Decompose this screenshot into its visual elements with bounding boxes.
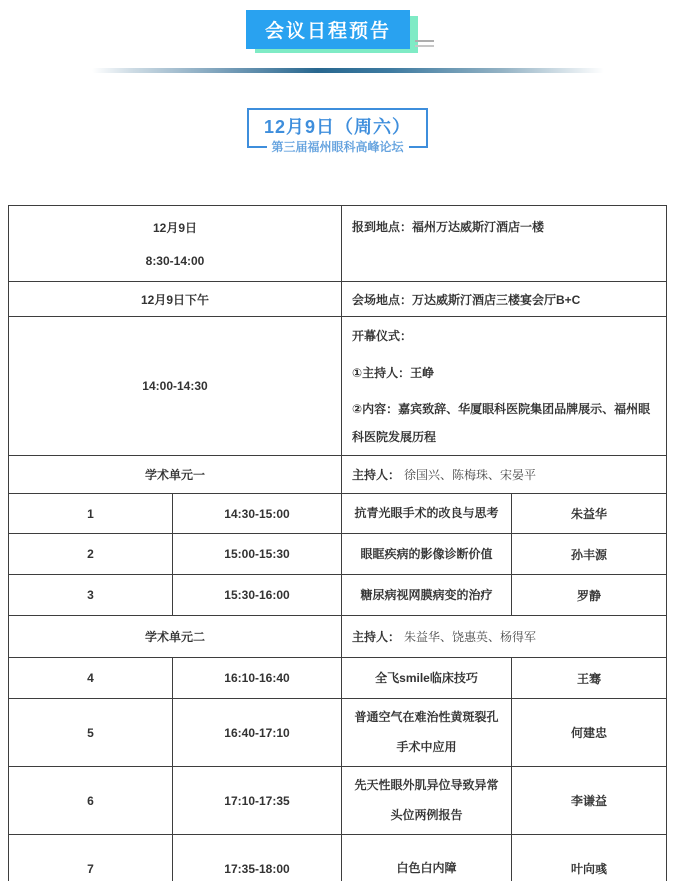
opening-detail-cell [342,317,667,456]
unit1-hosts-cell [342,456,667,494]
talk-time-cell: 15:00-15:30 [173,534,342,575]
unit2-hosts-label: 主持人： [352,630,401,645]
talk-speaker-cell: 孙丰源 [512,534,667,575]
talk-number-cell: 1 [9,494,173,534]
talk-time-cell: 17:10-17:35 [173,767,342,835]
opening-ceremony-row [9,317,667,456]
decoration-bar [415,40,434,42]
talk-row [9,834,667,881]
talk-number-cell: 2 [9,534,173,575]
talk-topic-cell: 白色白内障 [342,834,512,881]
unit1-hosts-names: 徐国兴、陈梅珠、宋晏平 [404,468,537,483]
talk-time-cell: 15:30-16:00 [173,575,342,616]
talk-topic-cell: 先天性眼外肌异位导致异常头位两例报告 [342,767,512,835]
unit1-hosts-label: 主持人： [352,468,401,483]
registration-row [9,206,667,282]
talk-time-cell: 17:35-18:00 [173,834,342,881]
talk-time-cell: 16:40-17:10 [173,699,342,767]
unit1-header-row [9,456,667,494]
unit2-hosts-names: 朱益华、饶惠英、杨得军 [404,630,537,645]
double-line-decoration [415,40,434,50]
talk-speaker-cell: 何建忠 [512,699,667,767]
registration-date: 12月9日 [152,221,198,235]
talk-row [9,658,667,699]
talk-topic-cell: 糖尿病视网膜病变的治疗 [342,575,512,616]
opening-time-cell: 14:00-14:30 [9,317,342,456]
venue-time-cell: 12月9日下午 [9,282,342,317]
talk-time-cell: 16:10-16:40 [173,658,342,699]
talk-row [9,699,667,767]
unit2-header-row [9,616,667,658]
forum-subtitle: 第三届福州眼科高峰论坛 [266,138,408,155]
unit2-title-cell: 学术单元二 [9,616,342,658]
talk-row [9,534,667,575]
talk-speaker-cell: 李谦益 [512,767,667,835]
gradient-divider [92,68,604,73]
talk-topic-cell: 抗青光眼手术的改良与思考 [342,494,512,534]
page-title-banner [246,10,410,49]
date-title: 12月9日（周六） [263,117,412,137]
talk-time-cell: 14:30-15:00 [173,494,342,534]
talk-row [9,494,667,534]
talk-speaker-cell: 王骞 [512,658,667,699]
unit1-title-cell: 学术单元一 [9,456,342,494]
talk-speaker-cell: 叶向彧 [512,834,667,881]
schedule-table [8,205,667,881]
talk-speaker-cell: 罗静 [512,575,667,616]
talk-topic-cell: 眼眶疾病的影像诊断价值 [342,534,512,575]
talk-number-cell: 5 [9,699,173,767]
page-title: 会议日程预告 [264,21,391,42]
decoration-bar [415,45,434,47]
talk-number-cell: 6 [9,767,173,835]
talk-topic-cell: 全飞smile临床技巧 [342,658,512,699]
talk-number-cell: 7 [9,834,173,881]
talk-row [9,575,667,616]
opening-title: 开幕仪式： [352,329,413,343]
date-box [247,108,428,154]
registration-time-cell [9,206,342,282]
registration-hours: 8:30-14:00 [145,254,205,268]
talk-topic-cell: 普通空气在难治性黄斑裂孔手术中应用 [342,699,512,767]
venue-row [9,282,667,317]
talk-number-cell: 3 [9,575,173,616]
talk-number-cell: 4 [9,658,173,699]
opening-content-line: ②内容：嘉宾致辞、华厦眼科医院集团品牌展示、福州眼科医院发展历程 [352,402,651,444]
unit2-hosts-cell [342,616,667,658]
registration-time [17,219,333,268]
talk-speaker-cell: 朱益华 [512,494,667,534]
schedule-table-wrap [8,205,666,881]
talk-row [9,767,667,835]
registration-location-cell: 报到地点：福州万达威斯汀酒店一楼 [342,206,667,282]
venue-location-cell: 会场地点：万达威斯汀酒店三楼宴会厅B+C [342,282,667,317]
opening-host-line: ①主持人：王峥 [352,365,435,380]
